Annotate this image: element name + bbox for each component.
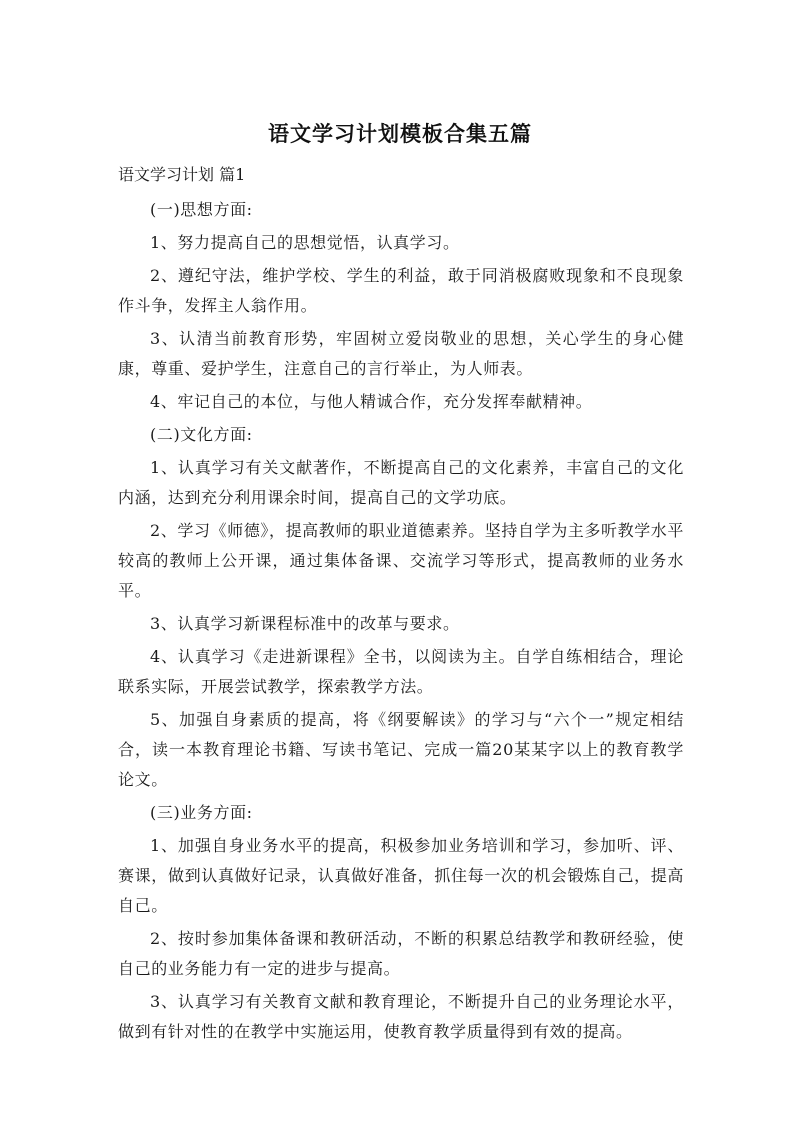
paragraph: 3、认清当前教育形势，牢固树立爱岗敬业的思想，关心学生的身心健康，尊重、爱护学生，注意自己的言行举止，为人师表。 bbox=[118, 329, 684, 378]
paragraph: 3、认真学习新课程标准中的改革与要求。 bbox=[150, 614, 460, 633]
section-subtitle: 语文学习计划 篇1 bbox=[118, 165, 246, 184]
paragraph: 2、学习《师德》，提高教师的职业道德素养。坚持自学为主多听教学水平较高的教师上公开课，通过集体备课、交流学习等形式，提高教师的业务水平。 bbox=[118, 521, 684, 600]
paragraph: 4、认真学习《走进新课程》全书，以阅读为主。自学自练相结合，理论联系实际，开展尝试教学，探索教学方法。 bbox=[118, 647, 684, 696]
paragraph: 1、加强自身业务水平的提高，积极参加业务培训和学习，参加听、评、赛课，做到认真做好记录，认真做好准备，抓住每一次的机会锻炼自己，提高自己。 bbox=[118, 836, 684, 915]
paragraph: 4、牢记自己的本位，与他人精诚合作，充分发挥奉献精神。 bbox=[150, 392, 593, 411]
paragraph: 1、认真学习有关文献著作，不断提高自己的文化素养，丰富自己的文化内涵，达到充分利用课余时间，提高自己的文学功底。 bbox=[118, 458, 684, 507]
paragraph: 5、加强自身素质的提高，将《纲要解读》的学习与“六个一”规定相结合，读一本教育理论书籍、写读书笔记、完成一篇20某某字以上的教育教学论文。 bbox=[118, 710, 684, 789]
document-title: 语文学习计划模板合集五篇 bbox=[268, 122, 532, 146]
paragraph: 2、按时参加集体备课和教研活动，不断的积累总结教学和教研经验，使自己的业务能力有一定的进步与提高。 bbox=[118, 929, 684, 978]
paragraph: 3、认真学习有关教育文献和教育理论，不断提升自己的业务理论水平，做到有针对性的在教学中实施运用，使教育教学质量得到有效的提高。 bbox=[118, 992, 684, 1041]
paragraph: (三)业务方面: bbox=[150, 803, 253, 822]
paragraph: 1、努力提高自己的思想觉悟，认真学习。 bbox=[150, 233, 460, 252]
document-body bbox=[118, 195, 684, 1050]
paragraph: (一)思想方面: bbox=[150, 200, 253, 219]
paragraph: 2、遵纪守法，维护学校、学生的利益，敢于同消极腐败现象和不良现象作斗争，发挥主人翁作用。 bbox=[118, 266, 684, 315]
paragraph: (二)文化方面: bbox=[150, 425, 253, 444]
